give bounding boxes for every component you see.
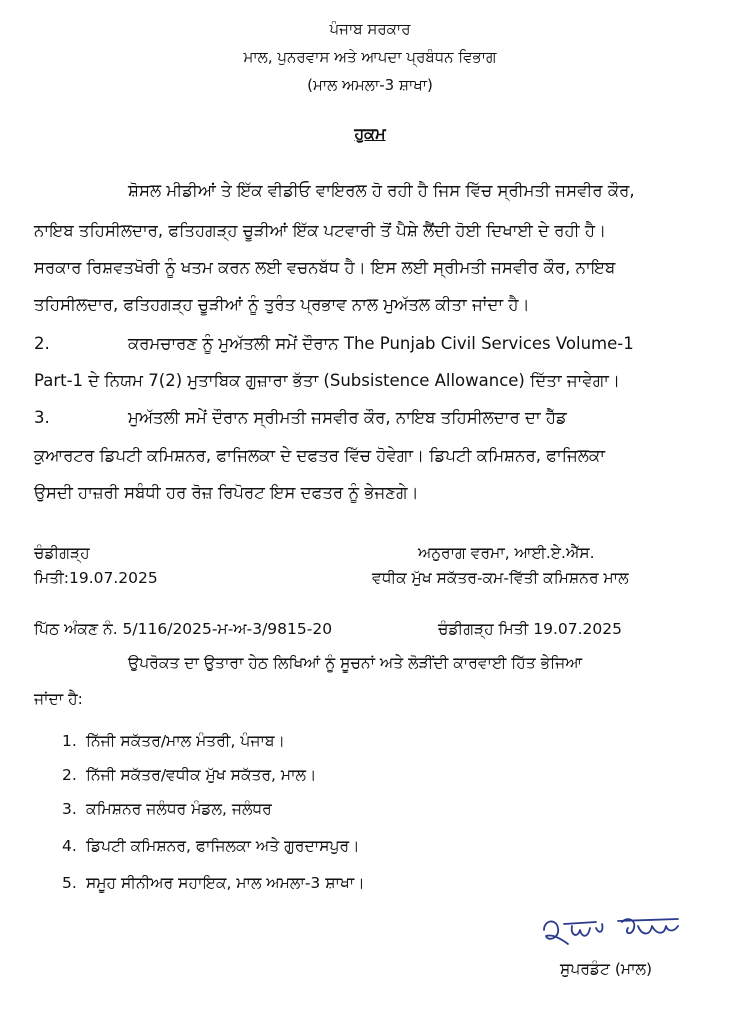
recipient-number: 1. xyxy=(62,732,77,750)
recipient-number: 4. xyxy=(62,837,77,855)
recipient-item: ਕਮਿਸ਼ਨਰ ਜਲੰਧਰ ਮੰਡਲ, ਜਲੰਧਰ xyxy=(86,800,272,818)
para3-line: ਕੁਆਰਟਰ ਡਿਪਟੀ ਕਮਿਸ਼ਨਰ, ਫਾਜਿਲਕਾ ਦੇ ਦਫਤਰ ਵਿੱਚ ਹੋਵੇਗਾ। ਡਿਪਟੀ ਕਮਿਸ਼ਨਰ, ਫਾਜਿਲਕਾ xyxy=(34,446,605,465)
recipient-item: ਡਿਪਟੀ ਕਮਿਸ਼ਨਰ, ਫਾਜਿਲਕਾ ਅਤੇ ਗੁਰਦਾਸਪੁਰ। xyxy=(86,837,360,855)
place: ਚੰਡੀਗੜ੍ਹ xyxy=(34,544,90,562)
para1-line: ਸਰਕਾਰ ਰਿਸ਼ਵਤਖੋਰੀ ਨੂੰ ਖਤਮ ਕਰਨ ਲਈ ਵਚਨਬੱਧ ਹੈ। ਇਸ ਲਈ ਸ੍ਰੀਮਤੀ ਜਸਵੀਰ ਕੌਰ, ਨਾਇਬ xyxy=(34,258,616,277)
para2-line: ਕਰਮਚਾਰਣ ਨੂੰ ਮੁਅੱਤਲੀ ਸਮੇਂ ਦੌਰਾਨ The Punjab Civil Services Volume-1 xyxy=(128,334,634,353)
header-branch: (ਮਾਲ ਅਮਲਾ-3 ਸ਼ਾਖਾ) xyxy=(307,76,433,94)
para1-line: ਸ਼ੋਸਲ ਮੀਡੀਆਂ ਤੇ ਇੱਕ ਵੀਡੀਓ ਵਾਇਰਲ ਹੋ ਰਹੀ ਹੈ ਜਿਸ ਵਿੱਚ ਸ੍ਰੀਮਤੀ ਜਸਵੀਰ ਕੌਰ, xyxy=(128,181,635,200)
officer-designation: ਵਧੀਕ ਮੁੱਖ ਸਕੱਤਰ-ਕਮ-ਵਿੱਤੀ ਕਮਿਸ਼ਨਰ ਮਾਲ xyxy=(372,569,629,587)
para1-line: ਤਹਿਸੀਲਦਾਰ, ਫਤਿਹਗੜ੍ਹ ਚੂੜੀਆਂ ਨੂੰ ਤੁਰੰਤ ਪ੍ਰਭਾਵ ਨਾਲ ਮੁਅੱਤਲ ਕੀਤਾ ਜਾਂਦਾ ਹੈ। xyxy=(34,295,530,314)
order-date: ਮਿਤੀ:19.07.2025 xyxy=(34,569,158,587)
para3-line: ਮੁਅੱਤਲੀ ਸਮੇਂ ਦੌਰਾਨ ਸ੍ਰੀਮਤੀ ਜਸਵੀਰ ਕੌਰ, ਨਾਇਬ ਤਹਿਸੀਲਦਾਰ ਦਾ ਹੈੱਡ xyxy=(128,408,567,427)
recipient-item: ਸਮੂਹ ਸੀਨੀਅਰ ਸਹਾਇਕ, ਮਾਲ ਅਮਲਾ-3 ਸ਼ਾਖਾ। xyxy=(86,874,365,892)
recipient-number: 5. xyxy=(62,874,77,892)
recipient-number: 2. xyxy=(62,766,77,784)
recipient-number: 3. xyxy=(62,800,77,818)
para2-line: Part-1 ਦੇ ਨਿਯਮ 7(2) ਮੁਤਾਬਿਕ ਗੁਜ਼ਾਰਾ ਭੱਤਾ (Subsistence Allowance) ਦਿੱਤਾ ਜਾਵੇਗਾ। xyxy=(34,371,621,390)
copy-intro-line: ਜਾਂਦਾ ਹੈ: xyxy=(34,690,83,708)
superintendent-designation: ਸੁਪਰਡੰਟ (ਮਾਲ) xyxy=(560,960,653,978)
header-government: ਪੰਜਾਬ ਸਰਕਾਰ xyxy=(329,20,411,38)
recipient-item: ਨਿੱਜੀ ਸਕੱਤਰ/ਮਾਲ ਮੰਤਰੀ, ਪੰਜਾਬ। xyxy=(86,732,285,750)
endorsement-number: ਪਿੱਠ ਅੰਕਣ ਨੰ. 5/116/2025-ਮ-ਅ-3/9815-20 xyxy=(34,620,333,638)
para3-number: 3. xyxy=(34,408,50,427)
order-title: ਹੁਕਮ xyxy=(354,124,386,143)
officer-name: ਅਨੁਰਾਗ ਵਰਮਾ, ਆਈ.ਏ.ਐੱਸ. xyxy=(418,544,595,562)
para1-line: ਨਾਇਬ ਤਹਿਸੀਲਦਾਰ, ਫਤਿਹਗੜ੍ਹ ਚੂੜੀਆਂ ਇੱਕ ਪਟਵਾਰੀ ਤੋਂ ਪੈਸ਼ੇ ਲੈਂਦੀ ਹੋਈ ਦਿਖਾਈ ਦੇ ਰਹੀ ਹੈ। xyxy=(34,221,607,240)
para2-number: 2. xyxy=(34,334,50,353)
recipient-item: ਨਿੱਜੀ ਸਕੱਤਰ/ਵਧੀਕ ਮੁੱਖ ਸਕੱਤਰ, ਮਾਲ। xyxy=(86,766,317,784)
endorsement-date: ਚੰਡੀਗੜ੍ਹ ਮਿਤੀ 19.07.2025 xyxy=(438,620,622,638)
para3-line: ਉਸਦੀ ਹਾਜ਼ਰੀ ਸਬੰਧੀ ਹਰ ਰੋਜ਼ ਰਿਪੋਰਟ ਇਸ ਦਫਤਰ ਨੂੰ ਭੇਜਣਗੇ। xyxy=(34,483,419,502)
handwritten-signature xyxy=(538,908,688,954)
copy-intro-line: ਉਪਰੋਕਤ ਦਾ ਉਤਾਰਾ ਹੇਠ ਲਿਖਿਆਂ ਨੂੰ ਸੂਚਨਾਂ ਅਤੇ ਲੋੜੀਂਦੀ ਕਾਰਵਾਈ ਹਿੱਤ ਭੇਜਿਆ xyxy=(128,654,583,672)
header-department: ਮਾਲ, ਪੁਨਰਵਾਸ ਅਤੇ ਆਪਦਾ ਪ੍ਰਬੰਧਨ ਵਿਭਾਗ xyxy=(243,48,497,66)
